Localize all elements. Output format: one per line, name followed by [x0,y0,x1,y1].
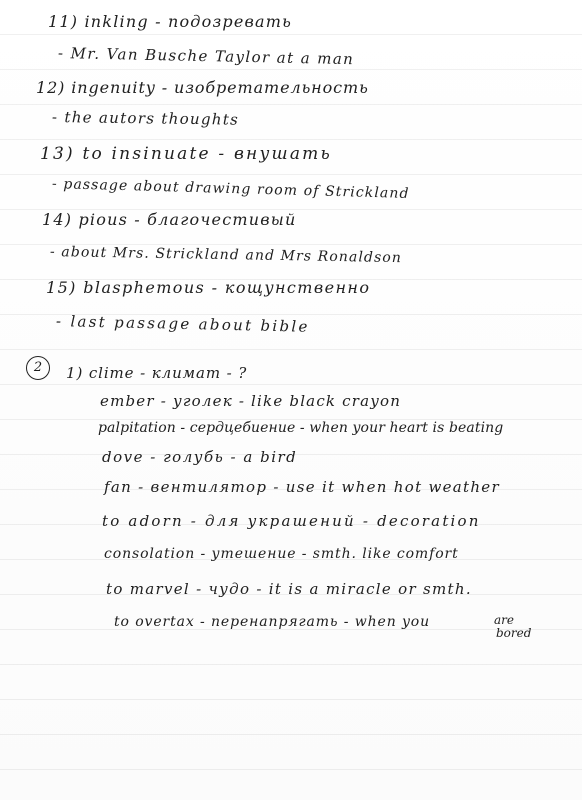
entry-consolation: consolation - утешение - smth. like comfort [104,546,459,562]
entry-ingenuity: 12) ingenuity - изобретательность [36,78,369,97]
entry-inkling: 11) inkling - подозревать [48,12,293,31]
entry-marvel: to marvel - чудо - it is a miracle or smth. [106,580,472,598]
note-pious: - about Mrs. Strickland and Mrs Ronaldson [49,244,403,267]
section-2-marker: 2 [26,356,50,380]
note-blasphemous: - last passage about bible [55,312,310,336]
entry-insinuate: 13) to insinuate - внушать [40,144,332,164]
overtax-tail-bottom: bored [496,626,532,640]
entry-ember: ember - уголек - like black crayon [100,392,402,410]
entry-dove: dove - голубь - a bird [102,448,298,466]
entry-fan: fan - вентилятор - use it when hot weather [104,478,500,496]
note-inkling: - Mr. Van Busche Taylor at a man [57,44,355,69]
note-insinuate: - passage about drawing room of Strickland [51,176,410,202]
entry-overtax: to overtax - перенапрягать - when you [114,614,431,630]
entry-adorn: to adorn - для украшений - decoration [102,512,481,530]
overtax-tail [494,614,531,640]
entry-clime: 1) clime - климат - ? [66,364,248,382]
entry-blasphemous: 15) blasphemous - кощунственно [46,278,371,297]
overtax-tail-top: are [494,613,514,627]
entry-pious: 14) pious - благочестивый [42,210,297,229]
note-ingenuity: - the autors thoughts [51,108,240,129]
entry-palpitation: palpitation - сердцебиение - when your heart is beating [98,420,504,436]
